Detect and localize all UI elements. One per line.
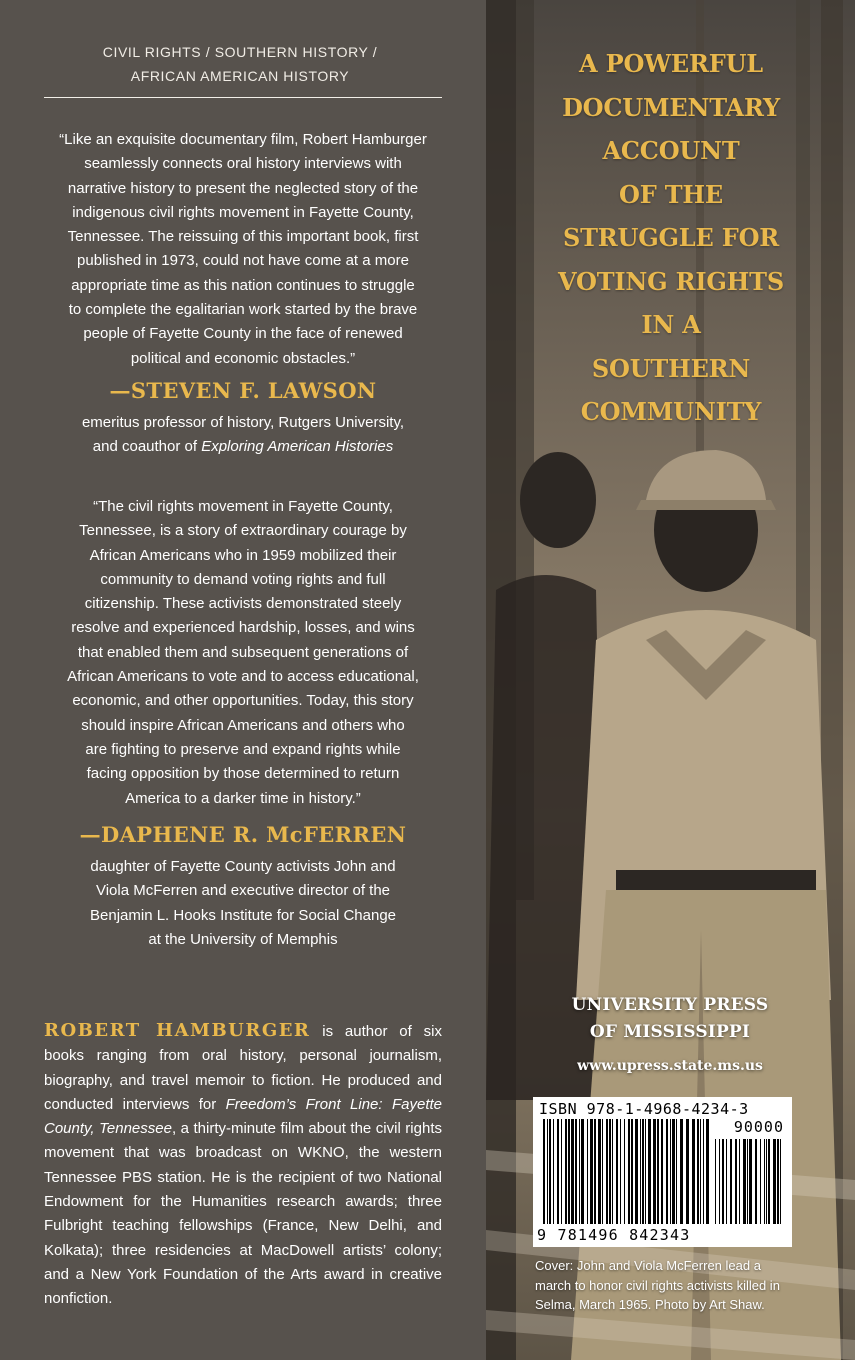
ean-digits: 9 781496 842343 [537,1226,691,1244]
blurb-affiliation-mcferren [44,855,442,952]
isbn-barcode [533,1097,792,1247]
headline-line: ACCOUNT [602,136,740,165]
quote-line: African Americans who in 1959 mobilized their [89,546,397,564]
quote-line: people of Fayette County in the face of renewed [83,325,403,343]
quote-line: community to demand voting rights and full [100,570,386,588]
quote-line: political and economic obstacles.” [130,349,356,367]
quote-line: “The civil rights movement in Fayette County, [93,498,393,515]
quote-line: America to a darker time in history.” [125,789,361,807]
headline-line: VOTING RIGHTS [558,266,784,296]
quote-line: African Americans to vote and to access educational, [67,668,419,686]
quote-line: to complete the egalitarian work started by the brave [68,301,418,319]
quote-line: that enabled them and subsequent generations of [77,643,409,661]
author-name: ROBERT HAMBURGER [44,1020,311,1041]
quote-line: indigenous civil rights movement in Fayette County, [72,203,414,221]
author-bio [44,1019,442,1312]
quote-line: narrative history to present the neglected story of the [67,179,419,197]
quote-line: “Like an exquisite documentary film, Robert Hamburger [59,131,427,148]
subject-line: CIVIL RIGHTS / SOUTHERN HISTORY / [102,44,378,60]
affiliation-line: emeritus professor of history, Rutgers University, [81,414,405,431]
cover-photo-caption: Cover: John and Viola McFerren lead a march to honor civil rights activists killed in Selma, March 1965. Photo by Art Shaw. [535,1258,780,1312]
quote-line: should inspire African Americans and others who [81,716,405,734]
blurb-quote-lawson [44,128,442,371]
headline-line: STRUGGLE FOR [562,223,780,252]
bio-text: is author of six books ranging from oral history, personal journalism, biography, and travel memoir to fiction. He produced and conducted interviews for [44,1023,442,1113]
headline-line: SOUTHERN [591,353,751,383]
blurb-affiliation-lawson [44,411,442,460]
cover-headline [520,42,822,434]
quote-line: published in 1973, could not have come at a more [77,252,409,270]
headline-line: IN A [641,310,701,339]
barcode-bars-icon [533,1097,792,1247]
quote-line: citizenship. These activists demonstrated steely [84,595,402,613]
headline-line: OF THE [619,179,723,209]
blurb-quote-mcferren [44,495,442,811]
affiliation-line: at the University of Memphis [148,930,338,948]
publisher-line: OF MISSISSIPPI [589,1022,751,1042]
quote-line: are fighting to preserve and expand rights while [85,740,401,758]
headline-line: DOCUMENTARY [562,92,780,122]
quote-line: resolve and experienced hardship, losses, and wins [71,619,415,637]
publisher-line: UNIVERSITY PRESS [571,995,769,1015]
quote-line: facing opposition by those determined to return [86,765,400,783]
headline-line: COMMUNITY [580,397,762,426]
book-title: Exploring American Histories [201,438,394,456]
divider [44,97,442,98]
blurb-attribution-mcferren: —DAPHENE R. McFERREN [79,822,407,847]
price-code: 90000 [733,1118,784,1136]
affiliation-prefix: and coauthor of [92,438,202,456]
quote-line: Tennessee. The reissuing of this important book, first [67,228,419,246]
headline-line: A POWERFUL [579,49,763,78]
affiliation-line: Viola McFerren and executive director of the [95,882,391,900]
publisher-url: www.upress.state.ms.us [577,1058,763,1074]
quote-line: economic, and other opportunities. Today, this story [72,692,414,710]
subject-categories [40,40,440,88]
isbn-number: ISBN 978-1-4968-4234-3 [539,1100,749,1118]
affiliation-line: Benjamin L. Hooks Institute for Social Change [90,906,396,924]
film-title: Freedom’s Front Line: Fayette County, Tennessee [44,1095,442,1138]
quote-line: Tennessee, is a story of extraordinary courage by [79,522,407,540]
affiliation-line [44,435,442,459]
publisher-name [570,992,770,1046]
bio-text: , a thirty-minute film about the civil rights movement that was broadcast on WKNO, the western Tennessee PBS station. He is the recipient of two National Endowment for the Humanities research awards; three Fulbright teaching fellowships (France, New Delhi, and Kolkata); three residencies at MacDowell artists’ colony; and a New York Foundation of the Arts award in creative nonfiction. [44,1120,442,1308]
quote-line: seamlessly connects oral history interviews with [84,155,402,173]
subject-line: AFRICAN AMERICAN HISTORY [130,68,350,84]
affiliation-line: daughter of Fayette County activists John and [90,858,396,875]
quote-line: appropriate time as this nation continues to struggle [71,276,415,294]
blurb-attribution-lawson: —STEVEN F. LAWSON [109,378,377,403]
